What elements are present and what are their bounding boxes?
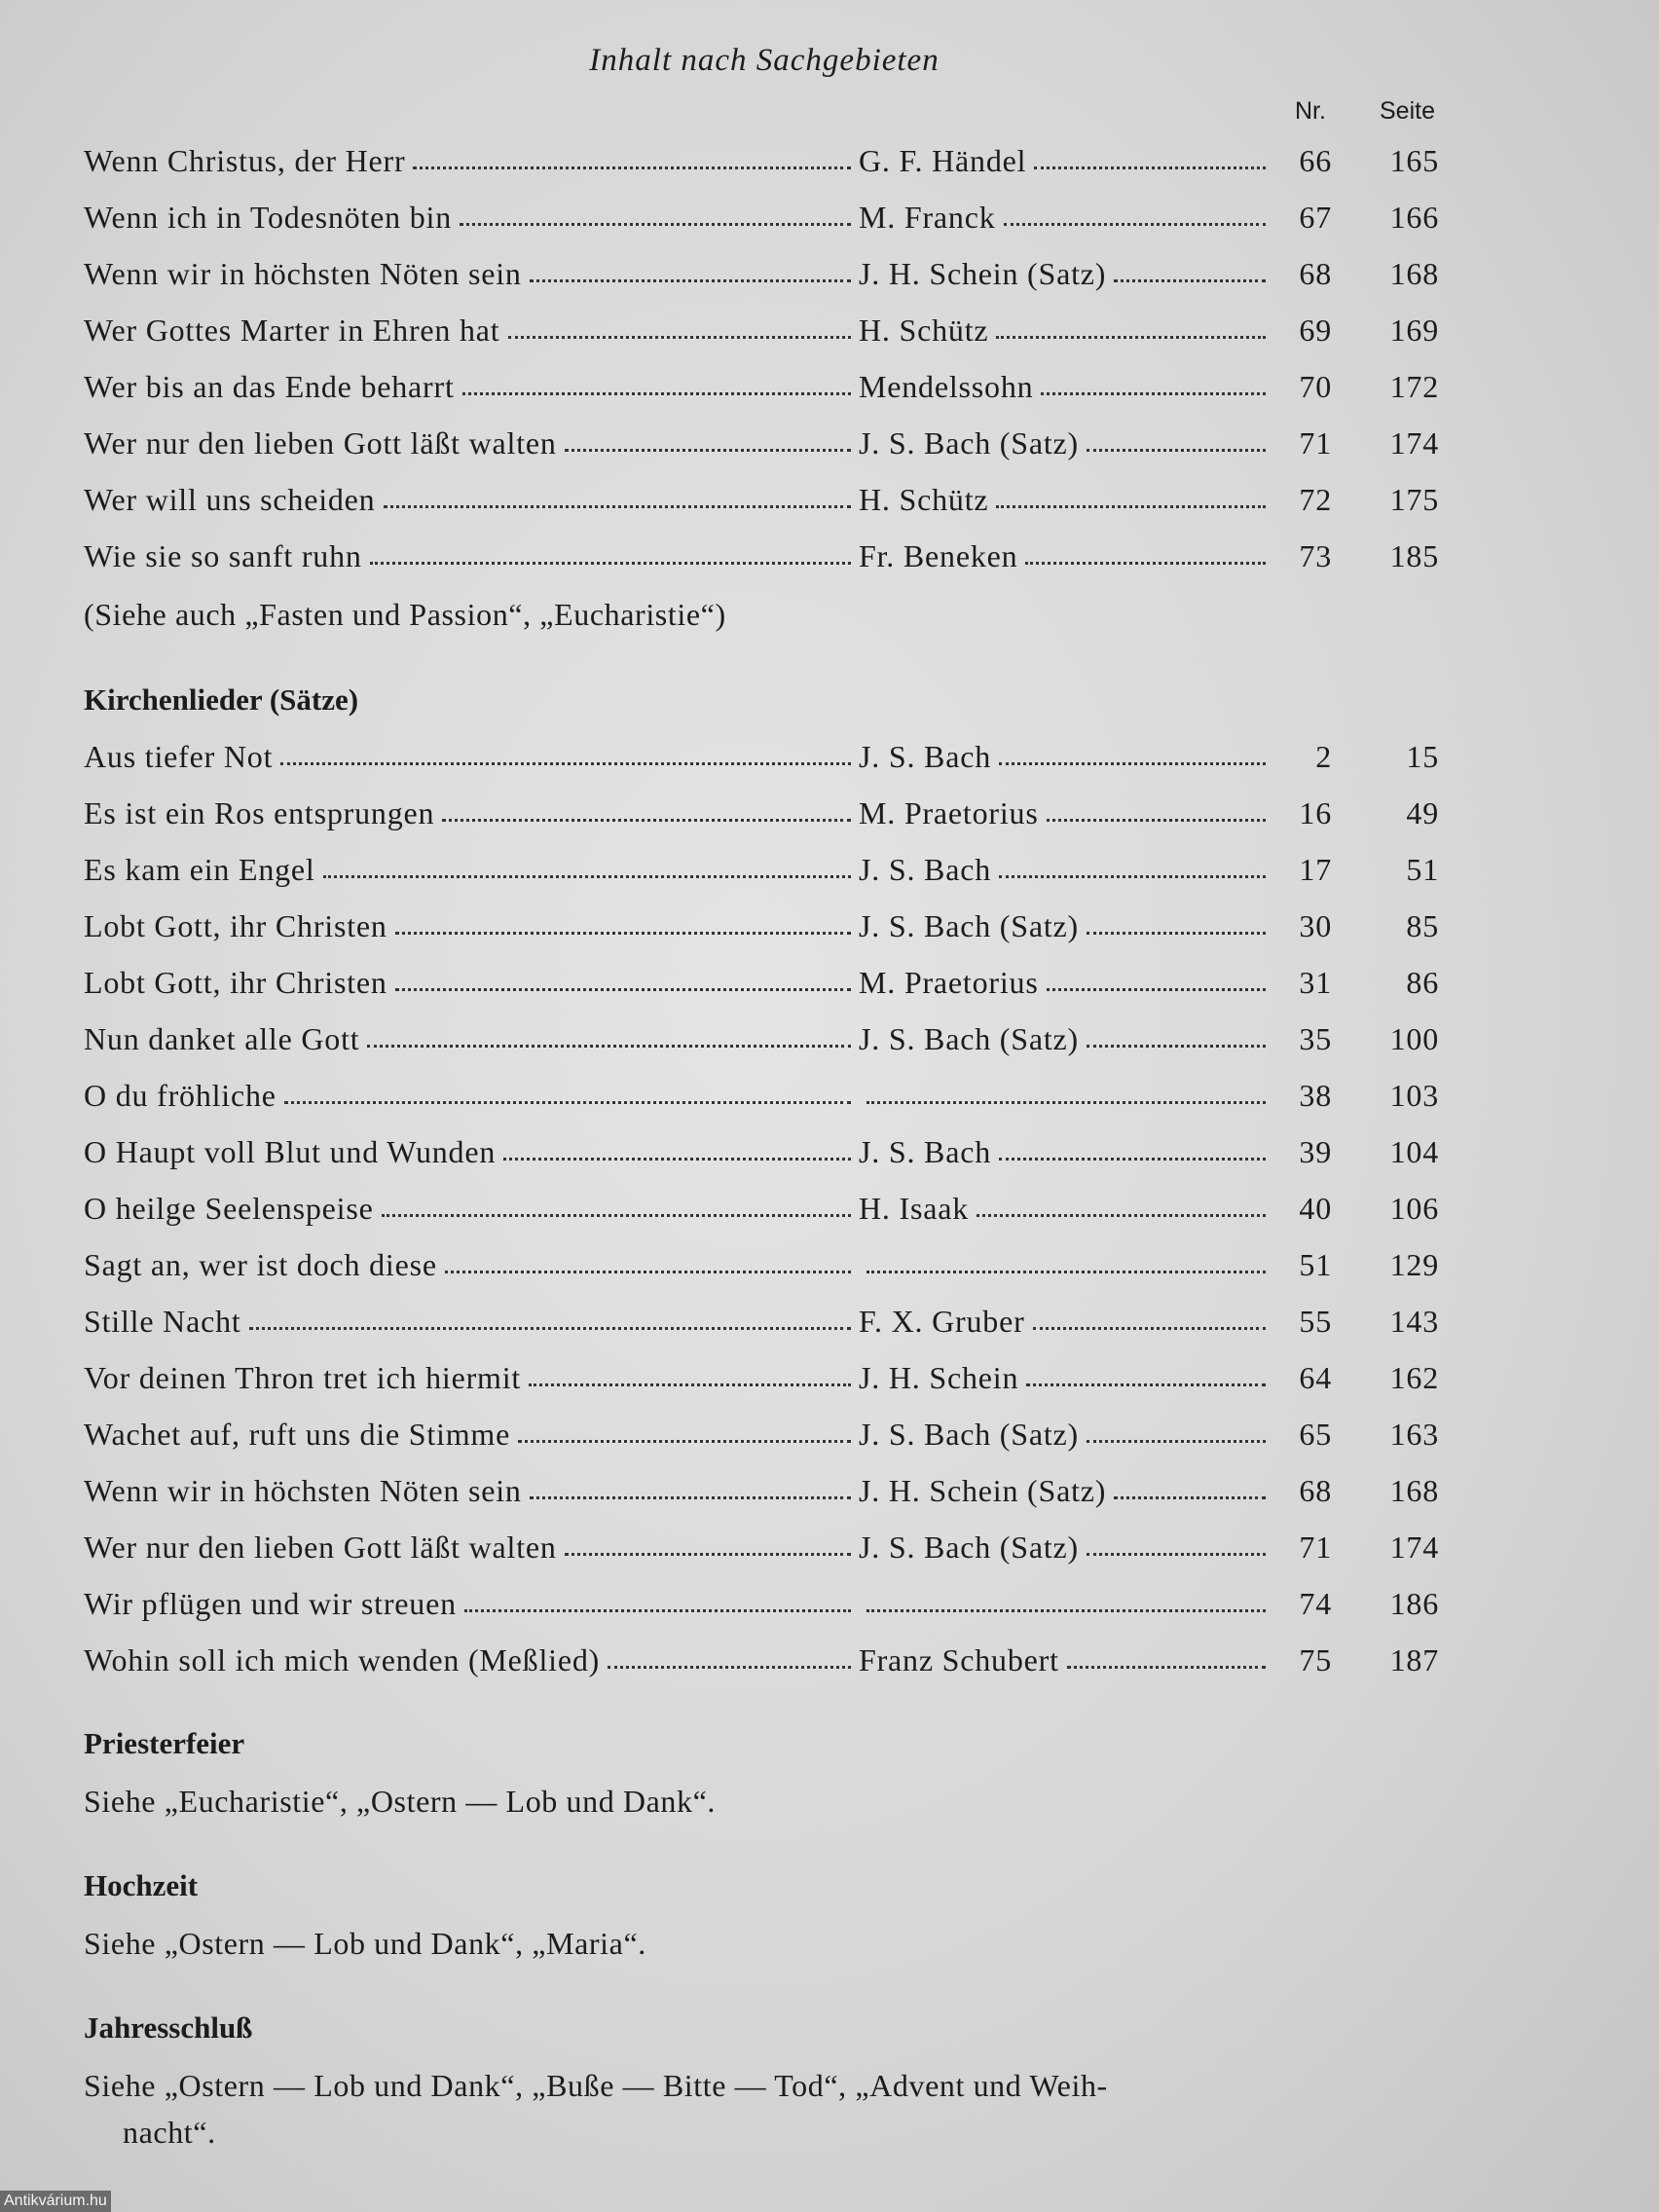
entry-nr: 66 xyxy=(1299,142,1332,178)
entry-nr: 31 xyxy=(1299,964,1332,1000)
dot-leader xyxy=(1087,1553,1266,1556)
entry-composer: J. S. Bach xyxy=(859,1133,991,1169)
entry-title: Wachet auf, ruft uns die Stimme xyxy=(84,1416,511,1452)
see-also-text-continued: nacht“. xyxy=(123,2115,216,2150)
dot-leader xyxy=(1047,988,1266,991)
dot-leader xyxy=(1041,392,1266,395)
title-cell xyxy=(84,1021,859,1057)
entry-nr: 39 xyxy=(1299,1133,1332,1169)
composer-cell xyxy=(859,313,1273,349)
dot-leader xyxy=(999,762,1266,765)
entry-seite: 187 xyxy=(1389,1641,1439,1677)
dot-leader xyxy=(1114,279,1266,282)
dot-leader xyxy=(1047,819,1266,822)
index-entry xyxy=(84,415,1447,471)
dot-leader xyxy=(866,1101,1266,1104)
title-cell xyxy=(84,1304,859,1340)
index-entry xyxy=(84,358,1447,415)
composer-cell xyxy=(859,795,1273,831)
see-also-hochzeit: Siehe „Ostern — Lob und Dank“, „Maria“. xyxy=(84,1925,646,1961)
dot-leader xyxy=(530,1496,851,1499)
dot-leader xyxy=(1087,449,1266,452)
entry-composer: J. S. Bach (Satz) xyxy=(859,1529,1080,1565)
entry-title: Wer bis an das Ende beharrt xyxy=(84,368,455,404)
entry-seite: 104 xyxy=(1389,1133,1439,1169)
entry-title: O heilge Seelenspeise xyxy=(84,1190,374,1226)
entry-title: Wenn wir in höchsten Nöten sein xyxy=(84,255,522,291)
dot-leader xyxy=(442,819,851,822)
entry-title: Sagt an, wer ist doch diese xyxy=(84,1246,437,1282)
composer-cell xyxy=(859,1417,1273,1453)
composer-cell xyxy=(859,369,1273,405)
entry-title: Wohin soll ich mich wenden (Meßlied) xyxy=(84,1641,601,1677)
entry-nr: 74 xyxy=(1299,1585,1332,1621)
title-cell xyxy=(84,1530,859,1566)
entry-nr: 65 xyxy=(1299,1416,1332,1452)
dot-leader xyxy=(1087,1440,1266,1443)
entry-composer: J. H. Schein (Satz) xyxy=(859,1472,1107,1508)
entry-nr: 16 xyxy=(1299,794,1332,830)
index-entry xyxy=(84,898,1447,954)
dot-leader xyxy=(395,932,851,935)
entry-seite: 103 xyxy=(1389,1077,1439,1113)
entry-composer: H. Schütz xyxy=(859,481,989,517)
entry-nr: 51 xyxy=(1299,1246,1332,1282)
entry-seite: 185 xyxy=(1389,537,1439,573)
title-cell xyxy=(84,313,859,349)
dot-leader xyxy=(1025,562,1266,565)
dot-leader xyxy=(382,1214,851,1217)
entry-seite: 49 xyxy=(1406,794,1439,830)
dot-leader xyxy=(977,1214,1266,1217)
dot-leader xyxy=(503,1158,851,1161)
index-entry xyxy=(84,1462,1447,1519)
dot-leader xyxy=(996,336,1266,339)
entry-title: Es kam ein Engel xyxy=(84,851,315,887)
title-cell xyxy=(84,852,859,888)
title-cell xyxy=(84,1417,859,1453)
dot-leader xyxy=(1033,1327,1266,1330)
entry-composer: J. S. Bach (Satz) xyxy=(859,1416,1080,1452)
watermark: Antikvárium.hu xyxy=(0,2191,111,2212)
section-heading-hochzeit: Hochzeit xyxy=(84,1868,199,1902)
section-entries-1 xyxy=(84,132,1447,584)
entry-composer: H. Schütz xyxy=(859,312,989,348)
entry-seite: 175 xyxy=(1389,481,1439,517)
dot-leader xyxy=(565,449,851,452)
composer-cell xyxy=(859,1021,1273,1057)
dot-leader xyxy=(460,223,851,226)
entry-composer: F. X. Gruber xyxy=(859,1303,1025,1339)
see-also-priesterfeier: Siehe „Eucharistie“, „Ostern — Lob und Dank“. xyxy=(84,1783,717,1819)
dot-leader xyxy=(249,1327,851,1330)
index-entry xyxy=(84,841,1447,898)
composer-cell xyxy=(859,1191,1273,1227)
title-cell xyxy=(84,538,859,574)
index-content xyxy=(84,132,1447,2156)
entry-seite: 174 xyxy=(1389,424,1439,461)
composer-cell xyxy=(859,538,1273,574)
composer-cell xyxy=(859,852,1273,888)
entry-nr: 71 xyxy=(1299,424,1332,461)
index-entry xyxy=(84,189,1447,245)
entry-title: Aus tiefer Not xyxy=(84,738,274,774)
dot-leader xyxy=(1114,1496,1266,1499)
entry-seite: 174 xyxy=(1389,1529,1439,1565)
index-entry xyxy=(84,302,1447,358)
title-cell xyxy=(84,1191,859,1227)
composer-cell xyxy=(859,200,1273,236)
title-cell xyxy=(84,965,859,1001)
entry-nr: 38 xyxy=(1299,1077,1332,1113)
entry-nr: 30 xyxy=(1299,907,1332,943)
entry-nr: 35 xyxy=(1299,1020,1332,1056)
dot-leader xyxy=(1004,223,1266,226)
index-entry xyxy=(84,1519,1447,1575)
see-also-text: Siehe „Ostern — Lob und Dank“, „Buße — Bitte — Tod“, „Advent und Weih- xyxy=(84,2068,1108,2103)
title-cell xyxy=(84,908,859,944)
entry-title: Vor deinen Thron tret ich hiermit xyxy=(84,1359,522,1395)
entry-composer: M. Praetorius xyxy=(859,964,1039,1000)
dot-leader xyxy=(280,762,851,765)
dot-leader xyxy=(1067,1666,1266,1669)
index-entry xyxy=(84,1124,1447,1180)
index-entry xyxy=(84,1406,1447,1462)
dot-leader xyxy=(1087,932,1266,935)
entry-title: Wer will uns scheiden xyxy=(84,481,376,517)
dot-leader xyxy=(1026,1383,1266,1386)
title-cell xyxy=(84,1642,859,1678)
title-cell xyxy=(84,1360,859,1396)
index-entry xyxy=(84,245,1447,302)
entry-seite: 15 xyxy=(1406,738,1439,774)
title-cell xyxy=(84,1586,859,1622)
entry-composer: G. F. Händel xyxy=(859,142,1027,178)
entry-composer: J. H. Schein (Satz) xyxy=(859,255,1107,291)
entry-seite: 166 xyxy=(1389,199,1439,235)
entry-seite: 100 xyxy=(1389,1020,1439,1056)
entry-title: Wenn ich in Todesnöten bin xyxy=(84,199,453,235)
title-cell xyxy=(84,1247,859,1283)
section-heading-jahresschluss: Jahresschluß xyxy=(84,2010,253,2045)
title-cell xyxy=(84,425,859,461)
entry-seite: 106 xyxy=(1389,1190,1439,1226)
section-heading-kirchenlieder: Kirchenlieder (Sätze) xyxy=(84,682,359,717)
composer-cell xyxy=(859,739,1273,775)
entry-title: O Haupt voll Blut und Wunden xyxy=(84,1133,497,1169)
entry-seite: 168 xyxy=(1389,1472,1439,1508)
entry-seite: 51 xyxy=(1406,851,1439,887)
entry-composer: J. S. Bach xyxy=(859,851,991,887)
composer-cell xyxy=(859,1642,1273,1678)
dot-leader xyxy=(323,875,851,878)
index-entry xyxy=(84,1236,1447,1293)
dot-leader xyxy=(384,505,852,508)
entry-title: Lobt Gott, ihr Christen xyxy=(84,964,387,1000)
entry-nr: 75 xyxy=(1299,1641,1332,1677)
dot-leader xyxy=(370,562,851,565)
dot-leader xyxy=(464,1609,851,1612)
composer-cell xyxy=(859,1530,1273,1566)
index-entry xyxy=(84,728,1447,785)
entry-seite: 168 xyxy=(1389,255,1439,291)
index-entry xyxy=(84,1349,1447,1406)
dot-leader xyxy=(999,875,1266,878)
entry-nr: 67 xyxy=(1299,199,1332,235)
index-entry xyxy=(84,1067,1447,1124)
entry-composer: H. Isaak xyxy=(859,1190,970,1226)
entry-nr: 71 xyxy=(1299,1529,1332,1565)
index-entry xyxy=(84,528,1447,584)
composer-cell xyxy=(859,1596,1273,1612)
entry-seite: 163 xyxy=(1389,1416,1439,1452)
title-cell xyxy=(84,739,859,775)
entry-seite: 165 xyxy=(1389,142,1439,178)
composer-cell xyxy=(859,908,1273,944)
entry-composer: Mendelssohn xyxy=(859,368,1034,404)
entry-seite: 85 xyxy=(1406,907,1439,943)
title-cell xyxy=(84,369,859,405)
entry-nr: 72 xyxy=(1299,481,1332,517)
dot-leader xyxy=(1034,166,1266,169)
composer-cell xyxy=(859,965,1273,1001)
dot-leader xyxy=(999,1158,1266,1161)
entry-title: Wenn wir in höchsten Nöten sein xyxy=(84,1472,522,1508)
entry-nr: 2 xyxy=(1315,738,1332,774)
entry-seite: 86 xyxy=(1406,964,1439,1000)
dot-leader xyxy=(530,279,851,282)
entry-composer: Fr. Beneken xyxy=(859,537,1018,573)
index-entry xyxy=(84,132,1447,189)
title-cell xyxy=(84,256,859,292)
entry-nr: 68 xyxy=(1299,1472,1332,1508)
section-entries-2 xyxy=(84,728,1447,1688)
composer-cell xyxy=(859,1134,1273,1170)
dot-leader xyxy=(565,1553,851,1556)
entry-nr: 64 xyxy=(1299,1359,1332,1395)
page-title: Inhalt nach Sachgebieten xyxy=(589,43,940,78)
composer-cell xyxy=(859,1257,1273,1273)
entry-seite: 143 xyxy=(1389,1303,1439,1339)
entry-nr: 69 xyxy=(1299,312,1332,348)
dot-leader xyxy=(508,336,852,339)
entry-title: Es ist ein Ros entsprungen xyxy=(84,794,435,830)
entry-composer: J. S. Bach (Satz) xyxy=(859,424,1080,461)
title-cell xyxy=(84,1473,859,1509)
entry-composer: J. S. Bach (Satz) xyxy=(859,907,1080,943)
dot-leader xyxy=(1087,1045,1266,1048)
dot-leader xyxy=(445,1271,851,1273)
entry-seite: 129 xyxy=(1389,1246,1439,1282)
entry-seite: 162 xyxy=(1389,1359,1439,1395)
title-cell xyxy=(84,1134,859,1170)
entry-composer: J. S. Bach (Satz) xyxy=(859,1020,1080,1056)
index-entry xyxy=(84,1575,1447,1632)
entry-title: Wenn Christus, der Herr xyxy=(84,142,406,178)
composer-cell xyxy=(859,1088,1273,1104)
entry-nr: 68 xyxy=(1299,255,1332,291)
entry-nr: 55 xyxy=(1299,1303,1332,1339)
composer-cell xyxy=(859,1360,1273,1396)
title-cell xyxy=(84,200,859,236)
composer-cell xyxy=(859,256,1273,292)
composer-cell xyxy=(859,143,1273,179)
entry-title: Wer Gottes Marter in Ehren hat xyxy=(84,312,500,348)
entry-composer: J. S. Bach xyxy=(859,738,991,774)
entry-nr: 40 xyxy=(1299,1190,1332,1226)
index-entry xyxy=(84,1011,1447,1067)
index-entry xyxy=(84,1632,1447,1688)
see-also-jahresschluss xyxy=(84,2056,1447,2156)
entry-title: Wie sie so sanft ruhn xyxy=(84,537,362,573)
entry-nr: 73 xyxy=(1299,537,1332,573)
title-cell xyxy=(84,795,859,831)
index-entry xyxy=(84,471,1447,528)
entry-title: Wer nur den lieben Gott läßt walten xyxy=(84,424,557,461)
entry-seite: 169 xyxy=(1389,312,1439,348)
composer-cell xyxy=(859,1473,1273,1509)
index-entry xyxy=(84,785,1447,841)
dot-leader xyxy=(866,1609,1266,1612)
entry-seite: 186 xyxy=(1389,1585,1439,1621)
dot-leader xyxy=(996,505,1266,508)
dot-leader xyxy=(529,1383,851,1386)
dot-leader xyxy=(866,1271,1266,1273)
entry-composer: M. Franck xyxy=(859,199,996,235)
index-entry xyxy=(84,1293,1447,1349)
entry-seite: 172 xyxy=(1389,368,1439,404)
dot-leader xyxy=(518,1440,851,1443)
dot-leader xyxy=(395,988,851,991)
entry-title: Stille Nacht xyxy=(84,1303,241,1339)
entry-composer: J. H. Schein xyxy=(859,1359,1019,1395)
entry-title: O du fröhliche xyxy=(84,1077,276,1113)
entry-composer: Franz Schubert xyxy=(859,1641,1059,1677)
index-entry xyxy=(84,954,1447,1011)
title-cell xyxy=(84,1078,859,1114)
composer-cell xyxy=(859,1304,1273,1340)
column-header-nr: Nr. xyxy=(1295,97,1326,125)
dot-leader xyxy=(367,1045,851,1048)
dot-leader xyxy=(413,166,851,169)
title-cell xyxy=(84,143,859,179)
entry-title: Wir pflügen und wir streuen xyxy=(84,1585,457,1621)
dot-leader xyxy=(608,1666,851,1669)
dot-leader xyxy=(284,1101,851,1104)
entry-composer: M. Praetorius xyxy=(859,794,1039,830)
section-heading-priesterfeier: Priesterfeier xyxy=(84,1726,245,1760)
section-note: (Siehe auch „Fasten und Passion“, „Eucharistie“) xyxy=(84,596,726,632)
dot-leader xyxy=(462,392,851,395)
entry-title: Nun danket alle Gott xyxy=(84,1020,360,1056)
entry-nr: 17 xyxy=(1299,851,1332,887)
entry-nr: 70 xyxy=(1299,368,1332,404)
title-cell xyxy=(84,482,859,518)
entry-title: Lobt Gott, ihr Christen xyxy=(84,907,387,943)
entry-title: Wer nur den lieben Gott läßt walten xyxy=(84,1529,557,1565)
column-header-seite: Seite xyxy=(1380,97,1435,125)
index-entry xyxy=(84,1180,1447,1236)
composer-cell xyxy=(859,425,1273,461)
composer-cell xyxy=(859,482,1273,518)
